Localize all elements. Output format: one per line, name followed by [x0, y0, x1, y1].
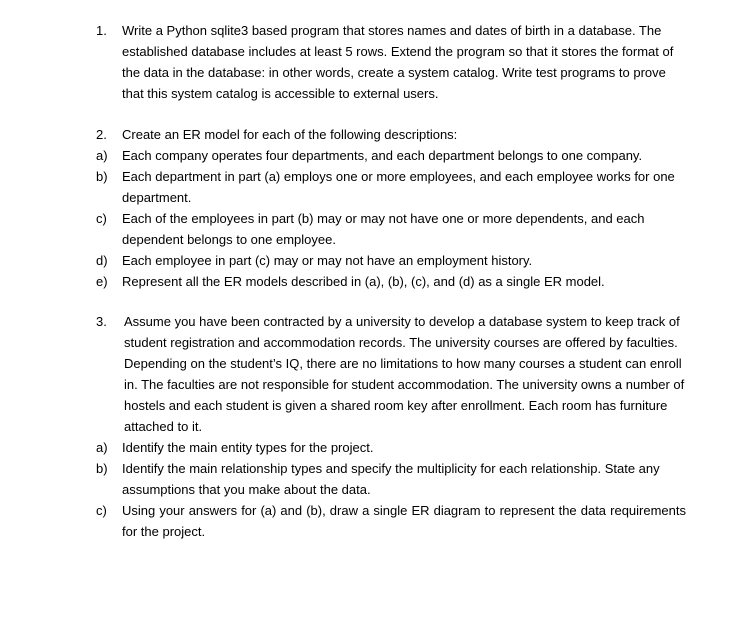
- question-2-part-b: [96, 166, 686, 208]
- question-3-row: [96, 311, 686, 437]
- part-label: a): [96, 440, 108, 455]
- question-2-part-e: [96, 271, 686, 292]
- question-2-part-a: [96, 145, 686, 166]
- question-2-part-d: [96, 250, 686, 271]
- question-3-part-c: [96, 500, 686, 542]
- part-text: Identify the main relationship types and specify the multiplicity for each relationship. State any assumptions that you make about the data.: [122, 461, 660, 497]
- question-text: Assume you have been contracted by a university to develop a database system to keep track of student registration and accommodation records. The university courses are offered by faculties. Depending on the student’s IQ, there are no limitations to how many courses a student can enroll in. The faculties are not responsible for student accommodation. The university owns a number of hostels and each student is given a shared room key after enrollment. Each room has furniture attached to it.: [124, 314, 685, 434]
- part-text: Identify the main entity types for the project.: [122, 440, 374, 455]
- part-text: Represent all the ER models described in (a), (b), (c), and (d) as a single ER model.: [122, 274, 605, 289]
- question-text: Create an ER model for each of the following descriptions:: [122, 127, 458, 142]
- question-1: [96, 20, 686, 104]
- question-2-part-c: [96, 208, 686, 250]
- part-label: b): [96, 461, 108, 476]
- question-3-part-a: [96, 437, 686, 458]
- part-text: Each company operates four departments, and each department belongs to one company.: [122, 148, 643, 163]
- question-3-part-b: [96, 458, 686, 500]
- part-text: Each employee in part (c) may or may not have an employment history.: [122, 253, 533, 268]
- part-text: Each of the employees in part (b) may or may not have one or more dependents, and each dependent belongs to one employee.: [122, 211, 645, 247]
- part-label: c): [96, 211, 107, 226]
- part-label: d): [96, 253, 108, 268]
- question-2-row: [96, 124, 686, 145]
- part-label: b): [96, 169, 108, 184]
- part-label: c): [96, 503, 107, 518]
- question-number: 1.: [96, 23, 107, 38]
- part-label: e): [96, 274, 108, 289]
- question-number: 2.: [96, 127, 107, 142]
- part-text: Using your answers for (a) and (b), draw a single ER diagram to represent the data requirements for the project.: [122, 503, 686, 539]
- question-number: 3.: [96, 314, 107, 329]
- question-3: [96, 311, 686, 542]
- question-text: Write a Python sqlite3 based program that stores names and dates of birth in a database. The established database includes at least 5 rows. Extend the program so that it stores the format of the data in the database: in other words, create a system catalog. Write test programs to prove that this system catalog is accessible to external users.: [122, 23, 674, 101]
- part-label: a): [96, 148, 108, 163]
- question-2: [96, 124, 686, 292]
- question-1-row: [96, 20, 686, 104]
- part-text: Each department in part (a) employs one or more employees, and each employee works for one department.: [122, 169, 675, 205]
